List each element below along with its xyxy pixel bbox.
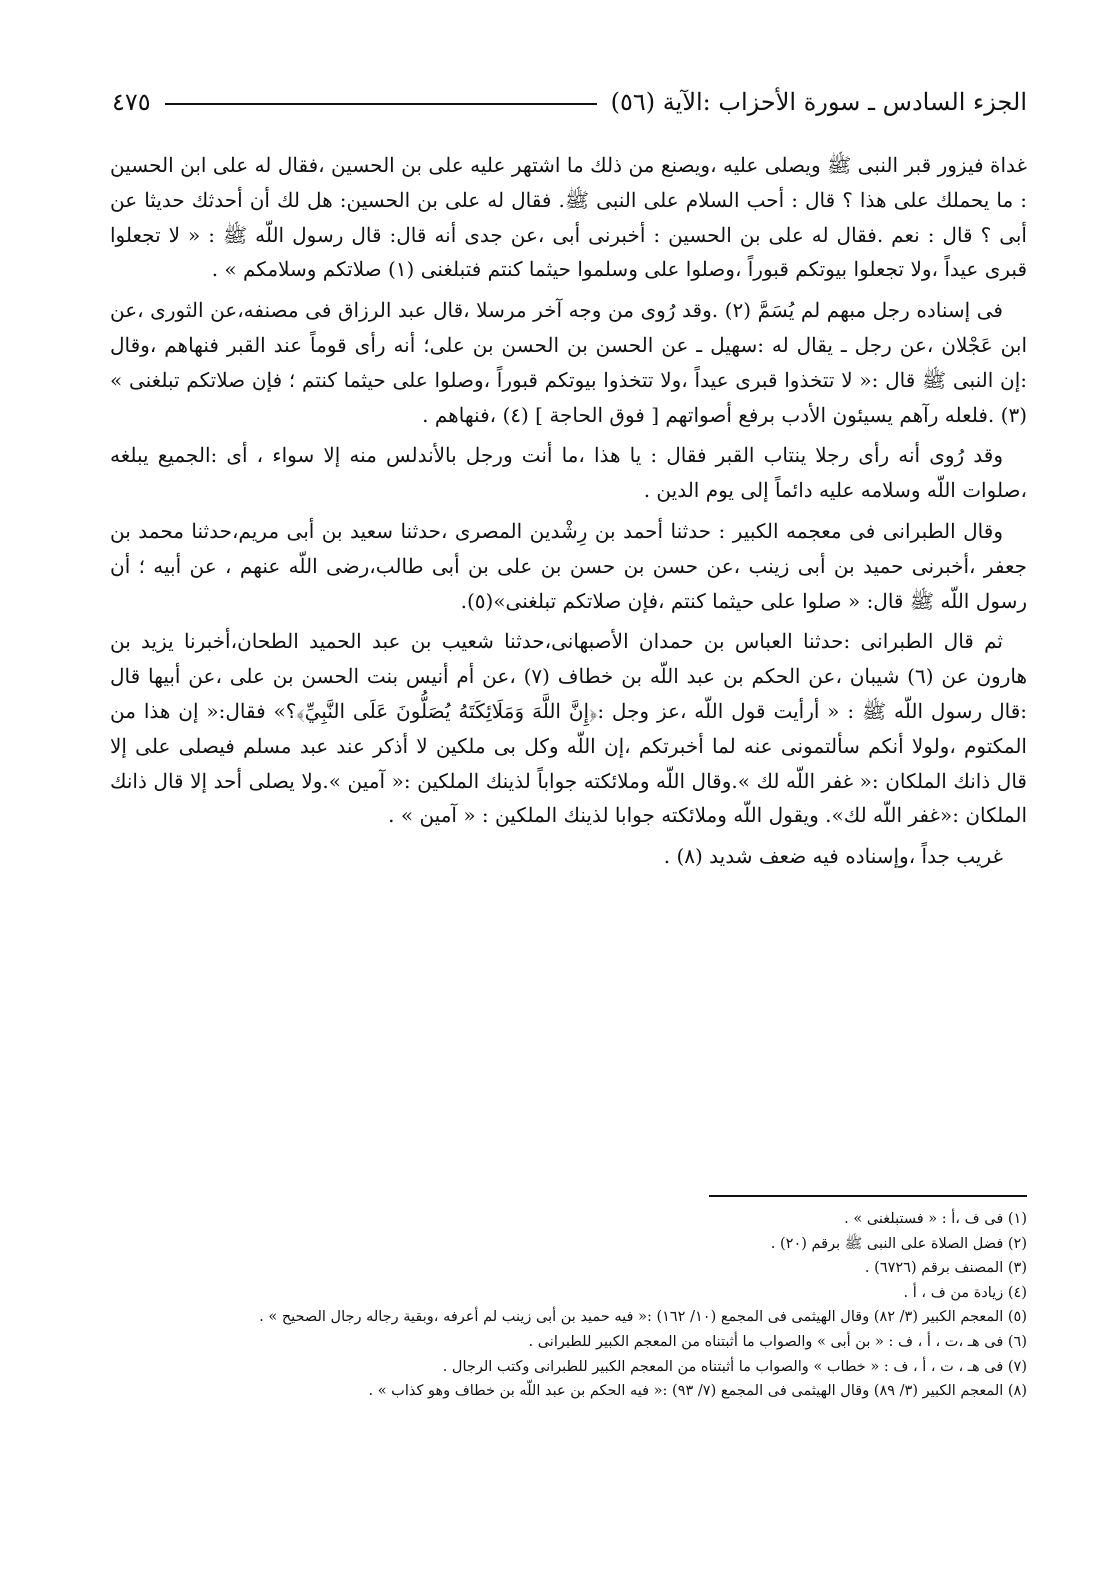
footnote-4: (٤) زيادة من ف ، أ .: [903, 1284, 1027, 1301]
page-number: ٤٧٥: [112, 88, 151, 116]
running-header: [112, 80, 1027, 124]
footnote-3: (٣) المصنف برقم (٦٧٢٦) .: [864, 1260, 1027, 1277]
footnote-6: (٦) فى هـ ،ت ، أ ، ف : « بن أبى » والصواب ما أثبتناه من المعجم الكبير للطبرانى .: [528, 1333, 1027, 1350]
footnote-1: (١) فى ف ،أ : « فستبلغنى » .: [844, 1211, 1027, 1227]
footnote-5: (٥) المعجم الكبير (٣/ ٨٢) وقال الهيثمى فى المجمع (١٠/ ١٦٢) :« فيه حميد بن أبى زينب لم أعرفه ،وبقية رجاله رجال الصحيح » .: [259, 1309, 1027, 1326]
footnote-7: (٧) فى هـ ، ت ، أ ، ف : « خطاب » والصواب ما أثبتناه من المعجم الكبير للطبرانى وكتب الرجال .: [442, 1358, 1027, 1375]
paragraph-2: فى إسناده رجل مبهم لم يُسَمَّ (٢) .وقد رُوى من وجه آخر مرسلا ،قال عبد الرزاق فى مصنفه،عن الثورى ،عن ابن عَجْلان ،عن رجل ـ يقال له :سهيل ـ عن الحسن بن الحسن بن على؛ أنه رأى قوماً عند القبر فنهاهم ،وقال :إن النبى ﷺ قال :« لا تتخذوا قبرى عيداً ،ولا تتخذوا بيوتكم قبوراً ،وصلوا على حيثما كنتم ؛ فإن صلاتكم تبلغنى » (٣) .فلعله رآهم يسيئون الأدب برفع أصواتهم [ فوق الحاجة ] (٤) ،فنهاهم .: [110, 298, 1027, 427]
footnotes: [110, 1207, 1027, 1404]
paragraph-6: غريب جداً ،وإسناده فيه ضعف شديد (٨) .: [663, 844, 1003, 869]
header-title: الجزء السادس ـ سورة الأحزاب :الآية (٥٦): [610, 88, 1027, 116]
paragraph-5: ثم قال الطبرانى :حدثنا العباس بن حمدان الأصبهانى،حدثنا شعيب بن عبد الحميد الطحان،أخبرنا يزيد بن هارون عن (٦) شيبان ،عن الحكم بن عبد اللّه بن خطاف (٧) ،عن أم أنيس بنت الحسن بن على ،عن أبيها قال :قال رسول اللّه ﷺ : « أرأيت قول اللّه ،عز وجل :﴿إِنَّ اللَّهَ وَمَلَائِكَتَهُ يُصَلُّونَ عَلَى النَّبِيِّ﴾؟» فقال:« إن هذا من المكتوم ،ولولا أنكم سألتمونى عنه لما أخبرتكم ،إن اللّه وكل بى ملكين لا أذكر عند عبد مسلم فيصلى على إلا قال ذانك الملكان :« غفر اللّه لك ».وقال اللّه وملائكته جواباً لذينك الملكين :« آمين ».ولا يصلى أحد إلا قال ذانك الملكان :«غفر اللّه لك». ويقول اللّه وملائكته جوابا لذينك الملكين : « آمين » .: [110, 629, 1027, 828]
main-text: [110, 148, 1027, 880]
footnote-separator: [709, 1195, 1027, 1197]
paragraph-3: وقد رُوى أنه رأى رجلا ينتاب القبر فقال : يا هذا ،ما أنت ورجل بالأندلس منه إلا سواء ، أى :الجميع يبلغه ،صلوات اللّه وسلامه عليه دائماً إلى يوم الدين .: [110, 443, 1027, 503]
paragraph-4: وقال الطبرانى فى معجمه الكبير : حدثنا أحمد بن رِشْدين المصرى ،حدثنا سعيد بن أبى مريم،حدثنا محمد بن جعفر ،أخبرنى حميد بن أبى زينب ،عن حسن بن حسن بن على بن أبى طالب،رضى اللّه عنهم ، عن أبيه ؛ أن رسول اللّه ﷺ قال: « صلوا على حيثما كنتم ،فإن صلاتكم تبلغنى»(٥).: [110, 518, 1027, 613]
header-rule: [165, 103, 597, 105]
footnote-8: (٨) المعجم الكبير (٣/ ٨٩) وقال الهيثمى فى المجمع (٧/ ٩٣) :« فيه الحكم بن عبد اللّه بن خطاف وهو كذاب » .: [368, 1383, 1027, 1400]
paragraph-1: غداة فيزور قبر النبى ﷺ ويصلى عليه ،ويصنع من ذلك ما اشتهر عليه على بن الحسين ،فقال له على ابن الحسين : ما يحملك على هذا ؟ قال : أحب السلام على النبى ﷺ. فقال له على بن الحسين: هل لك أن أحدثك حديثا عن أبى ؟ قال : نعم .فقال له على بن الحسين : أخبرنى أبى ،عن جدى أنه قال: قال رسول اللّه ﷺ : « لا تجعلوا قبرى عيداً ،ولا تجعلوا بيوتكم قبوراً ،وصلوا على وسلموا حيثما كنتم فتبلغنى (١) صلاتكم وسلامكم » .: [110, 153, 1027, 282]
footnote-2: (٢) فضل الصلاة على النبى ﷺ برقم (٢٠) .: [770, 1235, 1027, 1252]
